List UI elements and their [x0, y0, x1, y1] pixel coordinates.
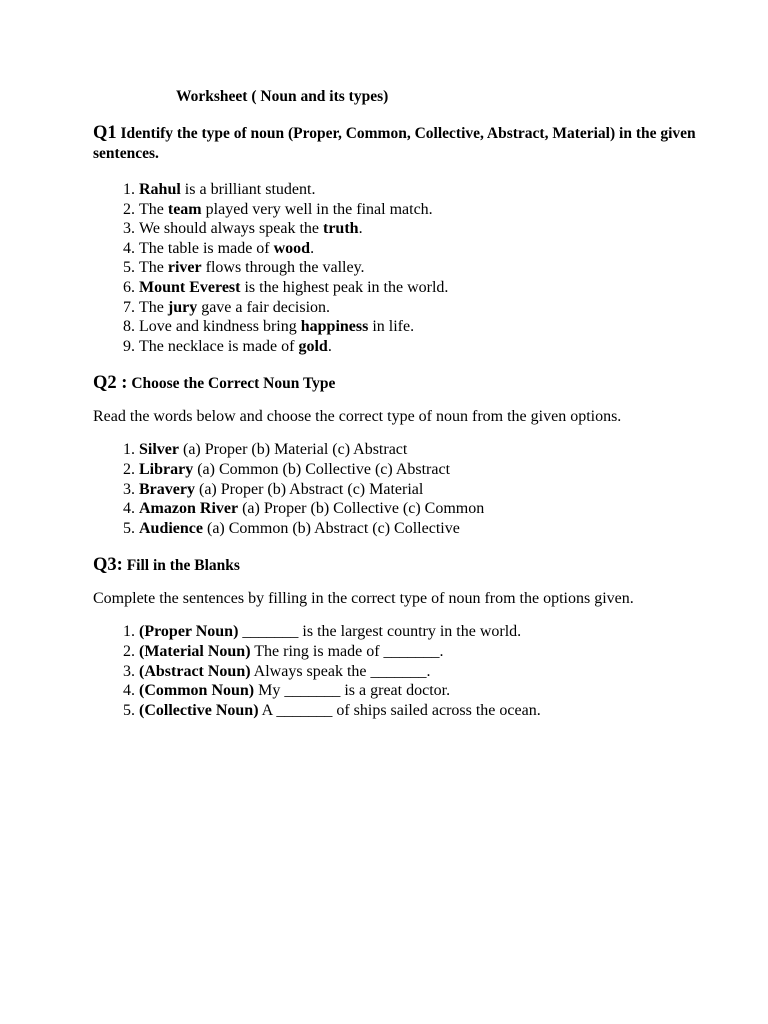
q1-item: 8. Love and kindness bring happiness in life. — [139, 317, 713, 337]
q3-item: 3. (Abstract Noun) Always speak the _______. — [139, 662, 713, 682]
q1-item: 4. The table is made of wood. — [139, 239, 713, 259]
q1-item: 5. The river flows through the valley. — [139, 258, 713, 278]
q1-item: 2. The team played very well in the final match. — [139, 200, 713, 220]
q2-item: 3. Bravery (a) Proper (b) Abstract (c) Material — [139, 480, 713, 500]
q1-list — [93, 180, 713, 356]
q2-list — [93, 440, 713, 538]
q2-item: 5. Audience (a) Common (b) Abstract (c) Collective — [139, 519, 713, 539]
q3-heading — [93, 555, 713, 576]
q1-item: 6. Mount Everest is the highest peak in the world. — [139, 278, 713, 298]
q1-item: 3. We should always speak the truth. — [139, 219, 713, 239]
q3-item: 4. (Common Noun) My _______ is a great doctor. — [139, 681, 713, 701]
q1-item: 9. The necklace is made of gold. — [139, 337, 713, 357]
q2-item: 4. Amazon River (a) Proper (b) Collective (c) Common — [139, 499, 713, 519]
q3-list — [93, 622, 713, 720]
q1-item: 1. Rahul is a brilliant student. — [139, 180, 713, 200]
q2-intro: Read the words below and choose the correct type of noun from the given options. — [93, 408, 622, 426]
q3-item: 2. (Material Noun) The ring is made of _______. — [139, 642, 713, 662]
worksheet-title: Worksheet ( Noun and its types) — [176, 88, 389, 105]
q2-heading — [93, 373, 713, 394]
q2-item: 2. Library (a) Common (b) Collective (c) Abstract — [139, 460, 713, 480]
q1-number: Q1 — [93, 123, 117, 143]
q1-heading-text: Identify the type of noun (Proper, Common, Collective, Abstract, Material) in the given sentences. — [93, 125, 696, 162]
q2-heading-text: Choose the Correct Noun Type — [131, 375, 336, 393]
q1-heading — [93, 123, 713, 164]
q3-number: Q3: — [93, 555, 123, 576]
q2-number: Q2 : — [93, 373, 128, 394]
q3-heading-text: Fill in the Blanks — [126, 557, 240, 575]
q3-item: 1. (Proper Noun) _______ is the largest country in the world. — [139, 622, 713, 642]
q1-item: 7. The jury gave a fair decision. — [139, 298, 713, 318]
worksheet-page — [93, 86, 713, 720]
q3-item: 5. (Collective Noun) A _______ of ships sailed across the ocean. — [139, 701, 713, 721]
q2-item: 1. Silver (a) Proper (b) Material (c) Abstract — [139, 440, 713, 460]
q3-intro: Complete the sentences by filling in the correct type of noun from the options given. — [93, 590, 634, 608]
